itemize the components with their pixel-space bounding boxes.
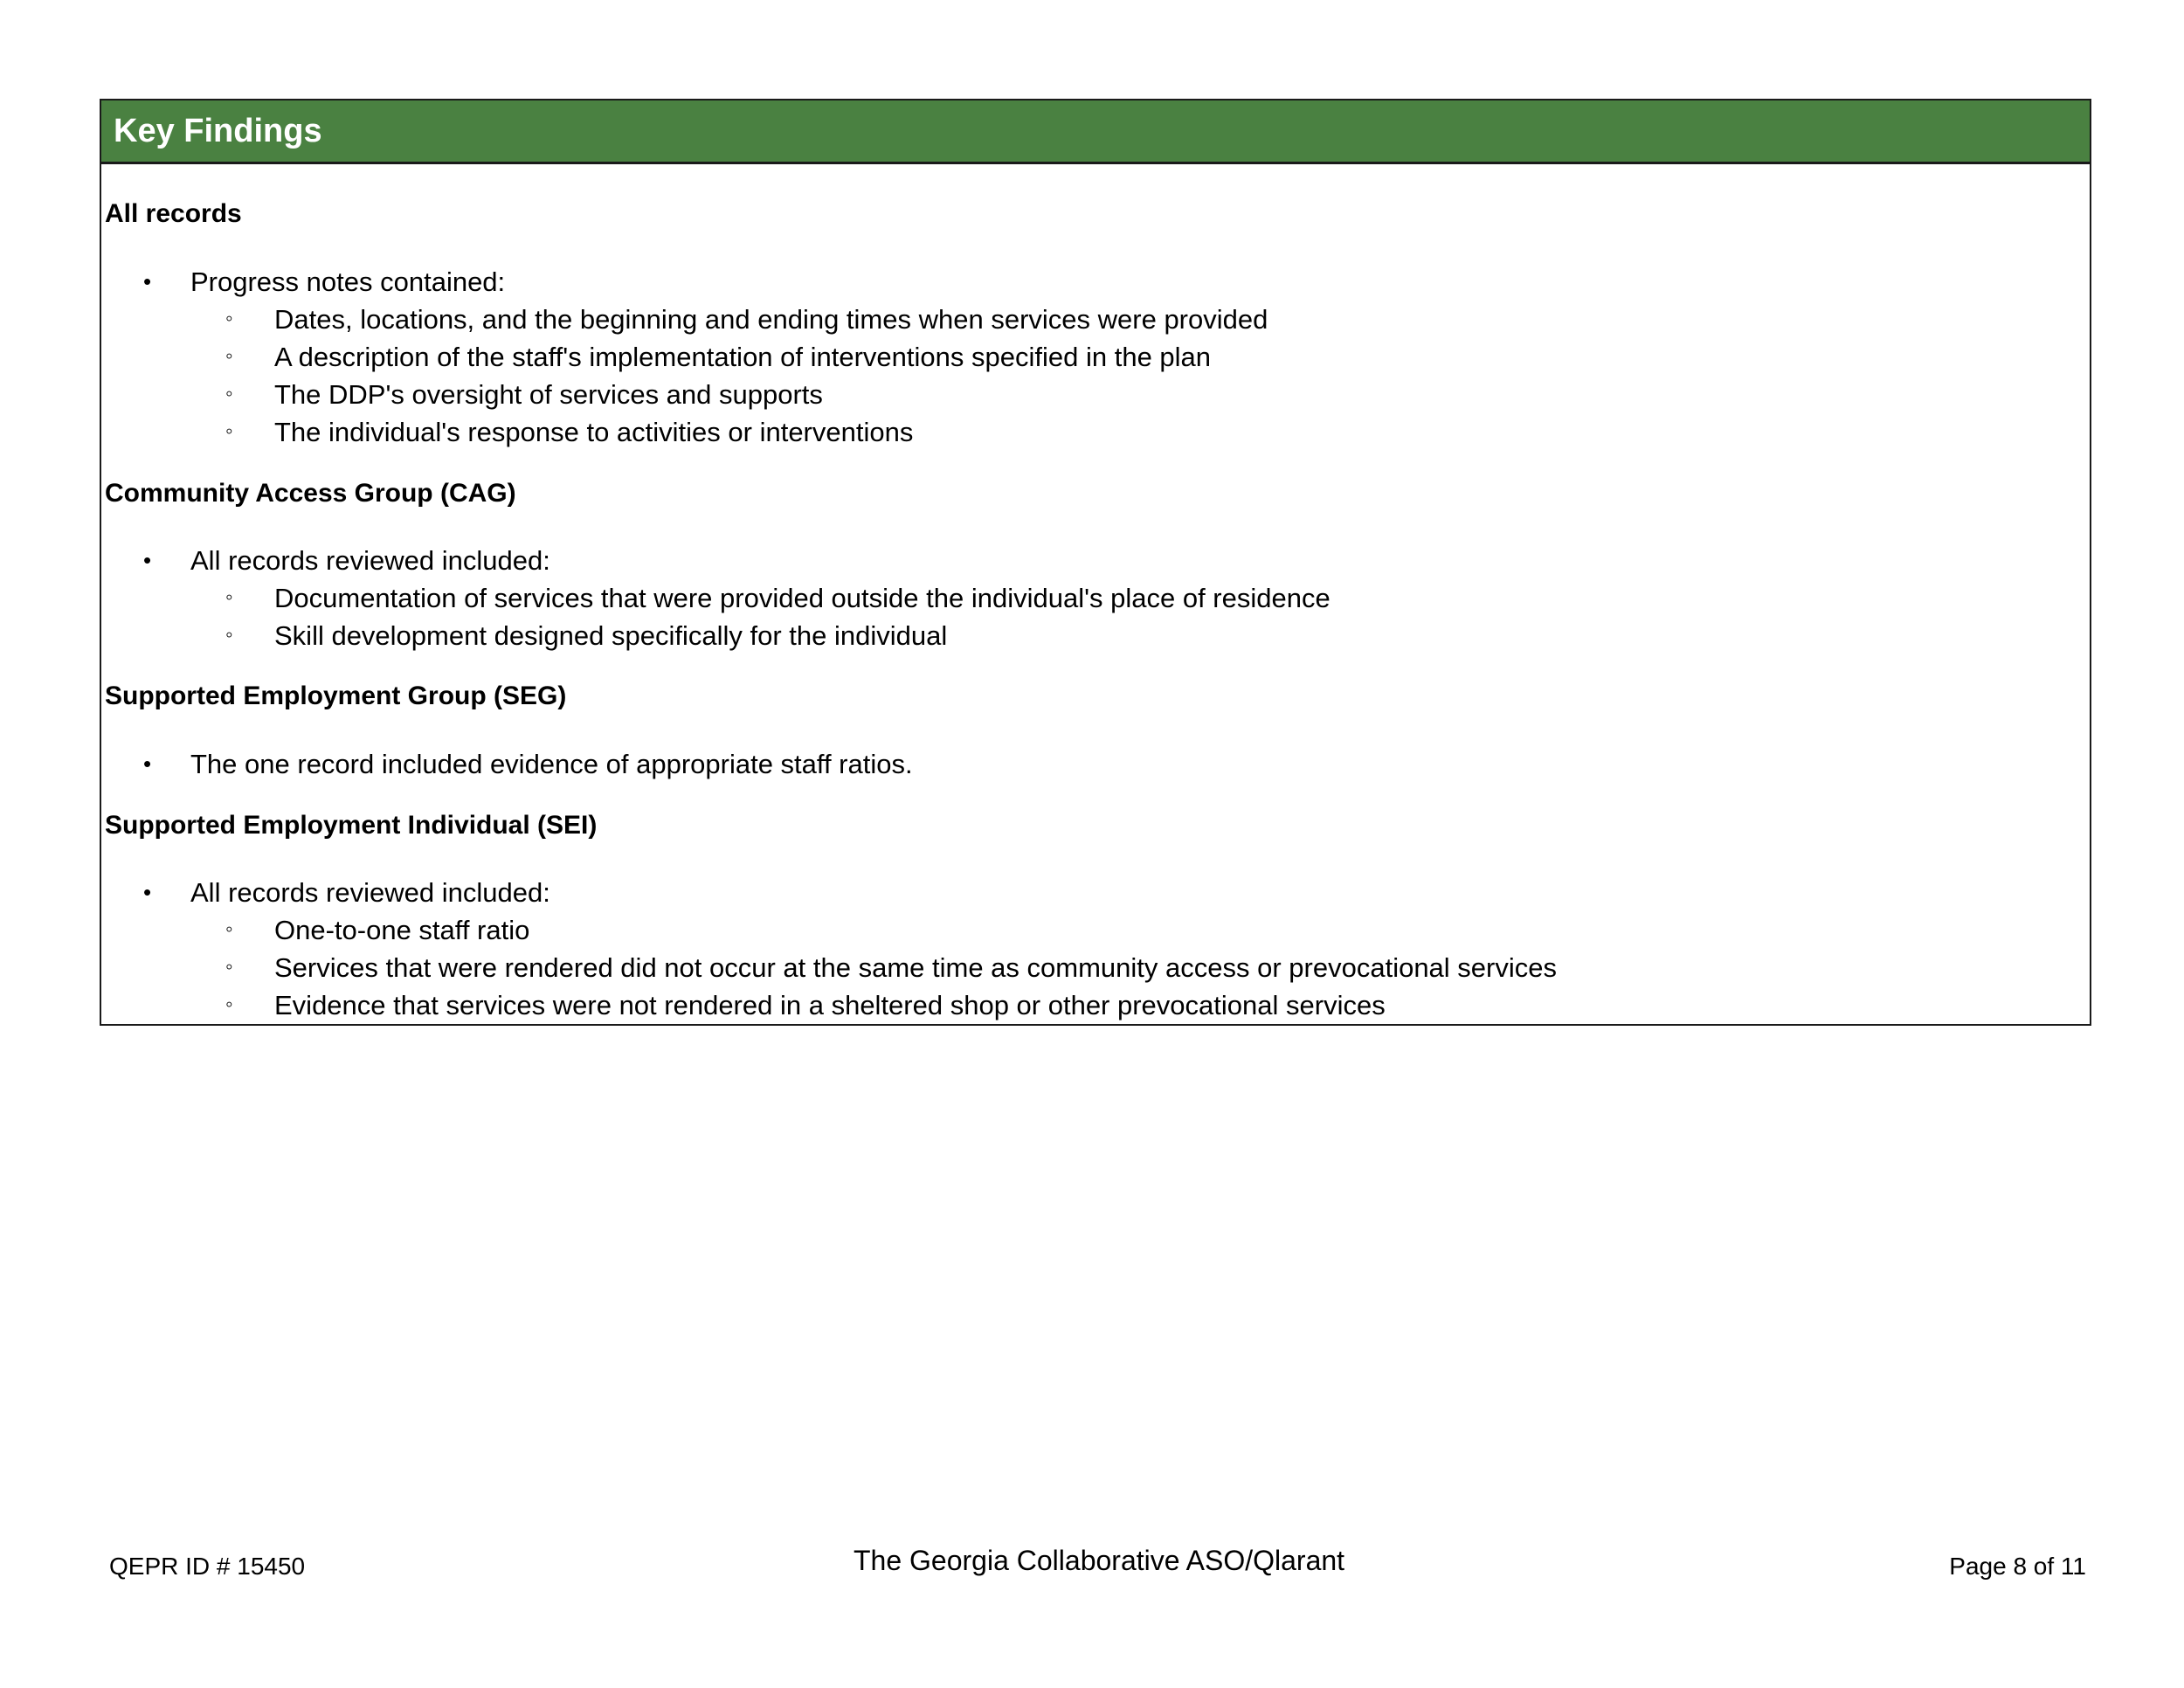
sub-list-item	[105, 413, 2090, 451]
bullet-text: The one record included evidence of appropriate staff ratios.	[190, 749, 913, 779]
sub-list-item	[105, 301, 2090, 338]
sub-bullet-text: One-to-one staff ratio	[274, 915, 530, 945]
bullet-text: Progress notes contained:	[190, 266, 506, 297]
hollow-circle-icon: ◦	[225, 344, 233, 368]
sub-bullet-text: The individual's response to activities or interventions	[274, 417, 914, 447]
section-heading-all-records: All records	[105, 199, 242, 228]
sub-bullet-text: The DDP's oversight of services and supports	[274, 379, 823, 410]
sub-bullet-text: A description of the staff's implementation of interventions specified in the plan	[274, 342, 1212, 372]
key-findings-title: Key Findings	[101, 100, 2090, 164]
key-findings-panel	[100, 99, 2091, 1026]
section-heading-cag: Community Access Group (CAG)	[105, 479, 516, 508]
hollow-circle-icon: ◦	[225, 419, 233, 443]
footer-page-number: Page 8 of 11	[1949, 1553, 2086, 1580]
bullet-text: All records reviewed included:	[190, 877, 550, 908]
bullet-dot-icon: •	[143, 268, 152, 294]
key-findings-body	[101, 164, 2090, 1024]
footer-organization: The Georgia Collaborative ASO/Qlarant	[854, 1545, 1345, 1576]
sub-list-item	[105, 338, 2090, 376]
sub-bullet-text: Services that were rendered did not occur at the same time as community access or prevocational services	[274, 952, 1557, 983]
list-item	[105, 263, 2090, 301]
bullet-dot-icon: •	[143, 547, 152, 573]
hollow-circle-icon: ◦	[225, 585, 233, 609]
bullet-dot-icon: •	[143, 751, 152, 777]
sub-bullet-text: Skill development designed specifically for the individual	[274, 620, 948, 651]
sub-list-item	[105, 376, 2090, 413]
sub-bullet-text: Dates, locations, and the beginning and ending times when services were provided	[274, 304, 1268, 335]
hollow-circle-icon: ◦	[225, 955, 233, 979]
list-item	[105, 542, 2090, 579]
sub-bullet-text: Evidence that services were not rendered in a sheltered shop or other prevocational services	[274, 990, 1386, 1020]
sub-list-item	[105, 986, 2090, 1024]
sub-list-item	[105, 911, 2090, 949]
bullet-dot-icon: •	[143, 879, 152, 905]
bullet-text: All records reviewed included:	[190, 545, 550, 576]
hollow-circle-icon: ◦	[225, 623, 233, 647]
section-heading-sei: Supported Employment Individual (SEI)	[105, 811, 598, 840]
sub-list-item	[105, 949, 2090, 986]
hollow-circle-icon: ◦	[225, 993, 233, 1016]
sub-list-item	[105, 579, 2090, 617]
sub-bullet-text: Documentation of services that were provided outside the individual's place of residence	[274, 583, 1330, 613]
hollow-circle-icon: ◦	[225, 917, 233, 941]
list-item	[105, 745, 2090, 783]
sub-list-item	[105, 617, 2090, 654]
hollow-circle-icon: ◦	[225, 307, 233, 330]
section-heading-seg: Supported Employment Group (SEG)	[105, 681, 567, 710]
list-item	[105, 874, 2090, 911]
hollow-circle-icon: ◦	[225, 382, 233, 405]
footer-qepr-id: QEPR ID # 15450	[109, 1553, 306, 1580]
